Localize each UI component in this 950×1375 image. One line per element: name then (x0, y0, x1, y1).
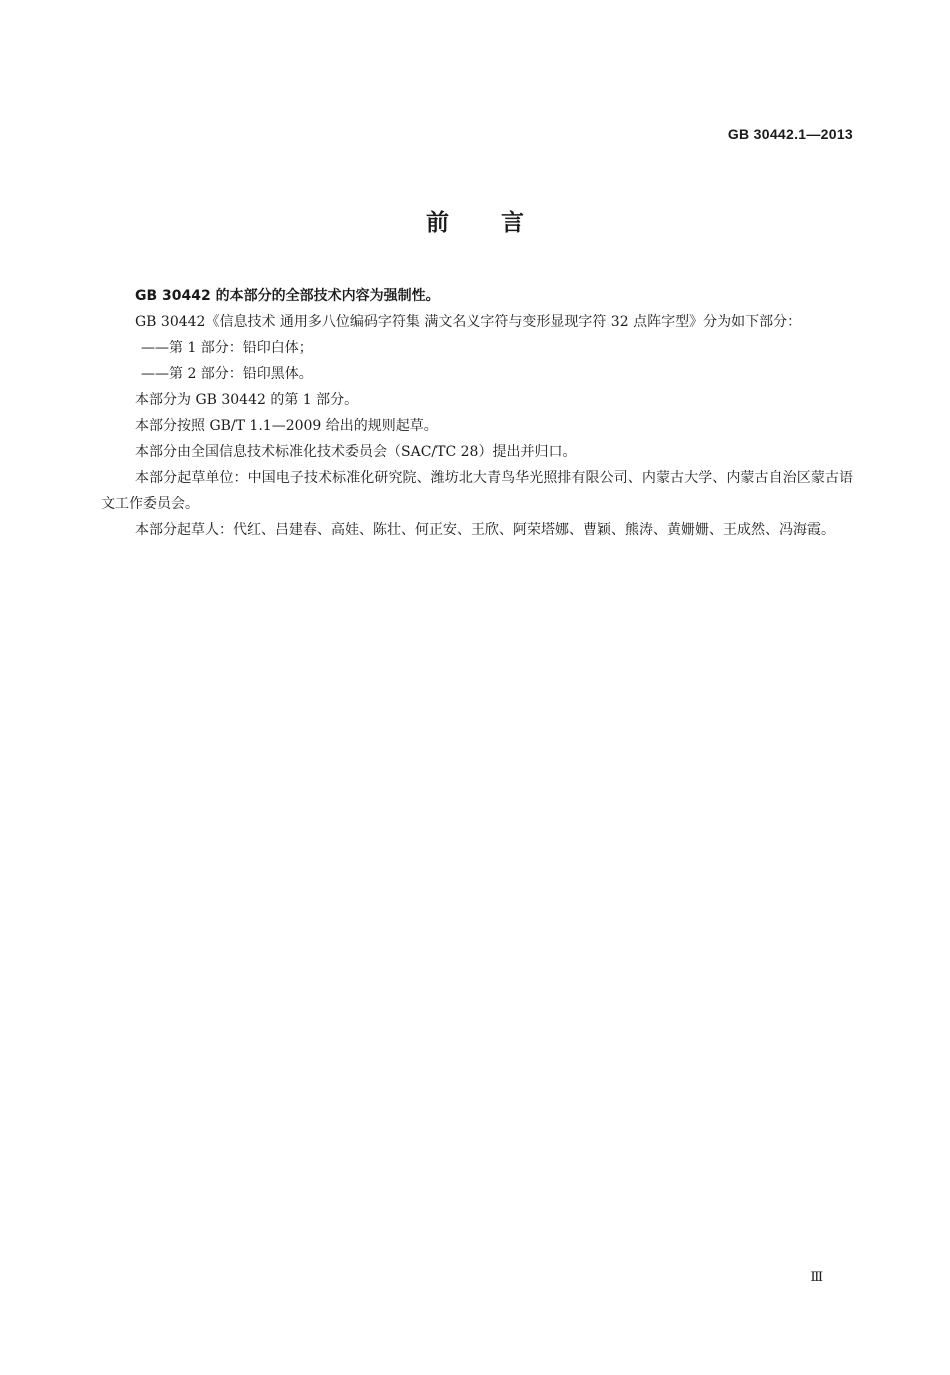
mandatory-statement: GB 30442 的本部分的全部技术内容为强制性。 (135, 288, 440, 304)
part-list-item-2: ——第 2 部分：铅印黑体。 (141, 366, 313, 382)
structure-statement: GB 30442《信息技术 通用多八位编码字符集 满文名义字符与变形显现字符 32 点阵字型》分为如下部分： (135, 314, 802, 330)
drafting-rules-statement: 本部分按照 GB/T 1.1—2009 给出的规则起草。 (135, 418, 438, 434)
foreword-body (101, 283, 853, 543)
part-list-item-1: ——第 1 部分：铅印白体； (141, 340, 313, 356)
page-title: 前言 (426, 210, 576, 236)
page-number: Ⅲ (810, 1270, 823, 1285)
proposed-by-statement: 本部分由全国信息技术标准化技术委员会（SAC/TC 28）提出并归口。 (135, 444, 577, 460)
drafting-units-statement: 本部分起草单位：中国电子技术标准化研究院、潍坊北大青鸟华光照排有限公司、内蒙古大学、内蒙古自治区蒙古语文工作委员会。 (101, 470, 853, 512)
drafters-statement: 本部分起草人：代红、吕建春、高娃、陈壮、何正安、王欣、阿荣塔娜、曹颖、熊涛、黄姗姗、王成然、冯海霞。 (135, 522, 835, 538)
this-part-statement: 本部分为 GB 30442 的第 1 部分。 (135, 392, 359, 408)
standard-code: GB 30442.1—2013 (727, 126, 853, 142)
